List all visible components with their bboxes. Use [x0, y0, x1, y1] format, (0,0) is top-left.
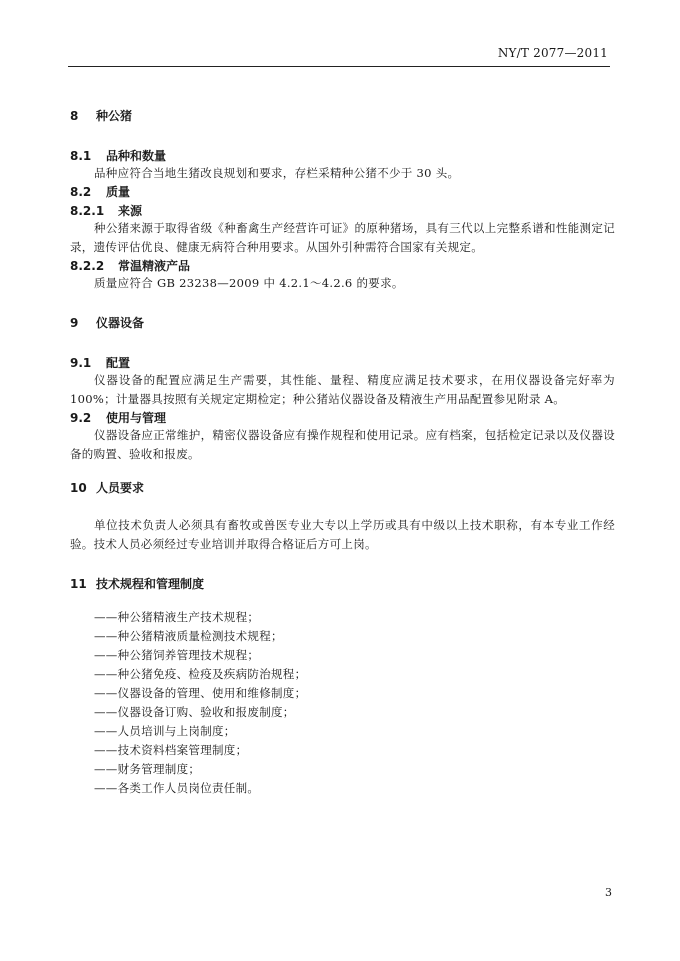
page-number: 3: [605, 886, 612, 899]
section-number: 11: [70, 577, 87, 591]
section-title: 常温精液产品: [118, 259, 191, 273]
section-8-1-text: 品种应符合当地生猪改良规划和要求，存栏采精种公猪不少于 30 头。: [94, 166, 460, 180]
section-9-1-heading: [70, 355, 615, 371]
section-8-heading: [70, 108, 615, 124]
section-title: 品种和数量: [106, 149, 167, 163]
section-title: 技术规程和管理制度: [96, 577, 205, 591]
section-number: 8.2.1: [70, 204, 105, 218]
header-rule: [68, 66, 610, 67]
list-item: ——种公猪饲养管理技术规程；: [94, 648, 260, 662]
section-number: 9: [70, 316, 79, 330]
section-title: 配置: [106, 356, 131, 370]
list-item: ——仪器设备的管理、使用和维修制度；: [94, 686, 307, 700]
section-title: 使用与管理: [106, 411, 167, 425]
section-9-2-heading: [70, 410, 615, 426]
section-8-2-2-heading: [70, 258, 615, 274]
list-item: ——人员培训与上岗制度；: [94, 724, 236, 738]
section-9-heading: [70, 315, 615, 331]
list-item: ——各类工作人员岗位责任制。: [94, 781, 260, 795]
section-title: 种公猪: [96, 109, 133, 123]
section-9-1-text: 仪器设备的配置应满足生产需要，其性能、量程、精度应满足技术要求，在用仪器设备完好率为 100%；计量器具按照有关规定定期检定；种公猪站仪器设备及精液生产用品配置参见附录 A。: [70, 373, 615, 406]
section-number: 8: [70, 109, 79, 123]
section-8-2-2-text: 质量应符合 GB 23238—2009 中 4.2.1～4.2.6 的要求。: [94, 276, 404, 290]
section-number: 9.1: [70, 356, 92, 370]
list-item: ——仪器设备订购、验收和报废制度；: [94, 705, 295, 719]
list-item: ——技术资料档案管理制度；: [94, 743, 248, 757]
list-item: ——财务管理制度；: [94, 762, 201, 776]
document-body: [70, 96, 615, 798]
section-number: 10: [70, 481, 87, 495]
section-8-1-heading: [70, 148, 615, 164]
section-number: 8.2: [70, 185, 92, 199]
regulations-list: [70, 608, 615, 798]
section-number: 8.1: [70, 149, 92, 163]
section-10-heading: [70, 480, 615, 496]
section-number: 9.2: [70, 411, 92, 425]
section-8-2-heading: [70, 184, 615, 200]
section-title: 仪器设备: [96, 316, 145, 330]
section-8-2-1-text: 种公猪来源于取得省级《种畜禽生产经营许可证》的原种猪场，具有三代以上完整系谱和性能测定记录，遗传评估优良、健康无病符合种用要求。从国外引种需符合国家有关规定。: [70, 221, 615, 254]
list-item: ——种公猪精液质量检测技术规程；: [94, 629, 283, 643]
section-number: 8.2.2: [70, 259, 105, 273]
list-item: ——种公猪精液生产技术规程；: [94, 610, 260, 624]
section-9-2-text: 仪器设备应正常维护，精密仪器设备应有操作规程和使用记录。应有档案，包括检定记录以及仪器设备的购置、验收和报废。: [70, 428, 615, 461]
list-item: ——种公猪免疫、检疫及疾病防治规程；: [94, 667, 307, 681]
section-title: 人员要求: [96, 481, 145, 495]
section-10-text: 单位技术负责人必须具有畜牧或兽医专业大专以上学历或具有中级以上技术职称，有本专业工作经验。技术人员必须经过专业培训并取得合格证后方可上岗。: [70, 518, 615, 551]
section-8-2-1-heading: [70, 203, 615, 219]
document-code: NY/T 2077—2011: [497, 46, 608, 60]
section-11-heading: [70, 576, 615, 592]
section-title: 来源: [118, 204, 143, 218]
section-title: 质量: [106, 185, 131, 199]
